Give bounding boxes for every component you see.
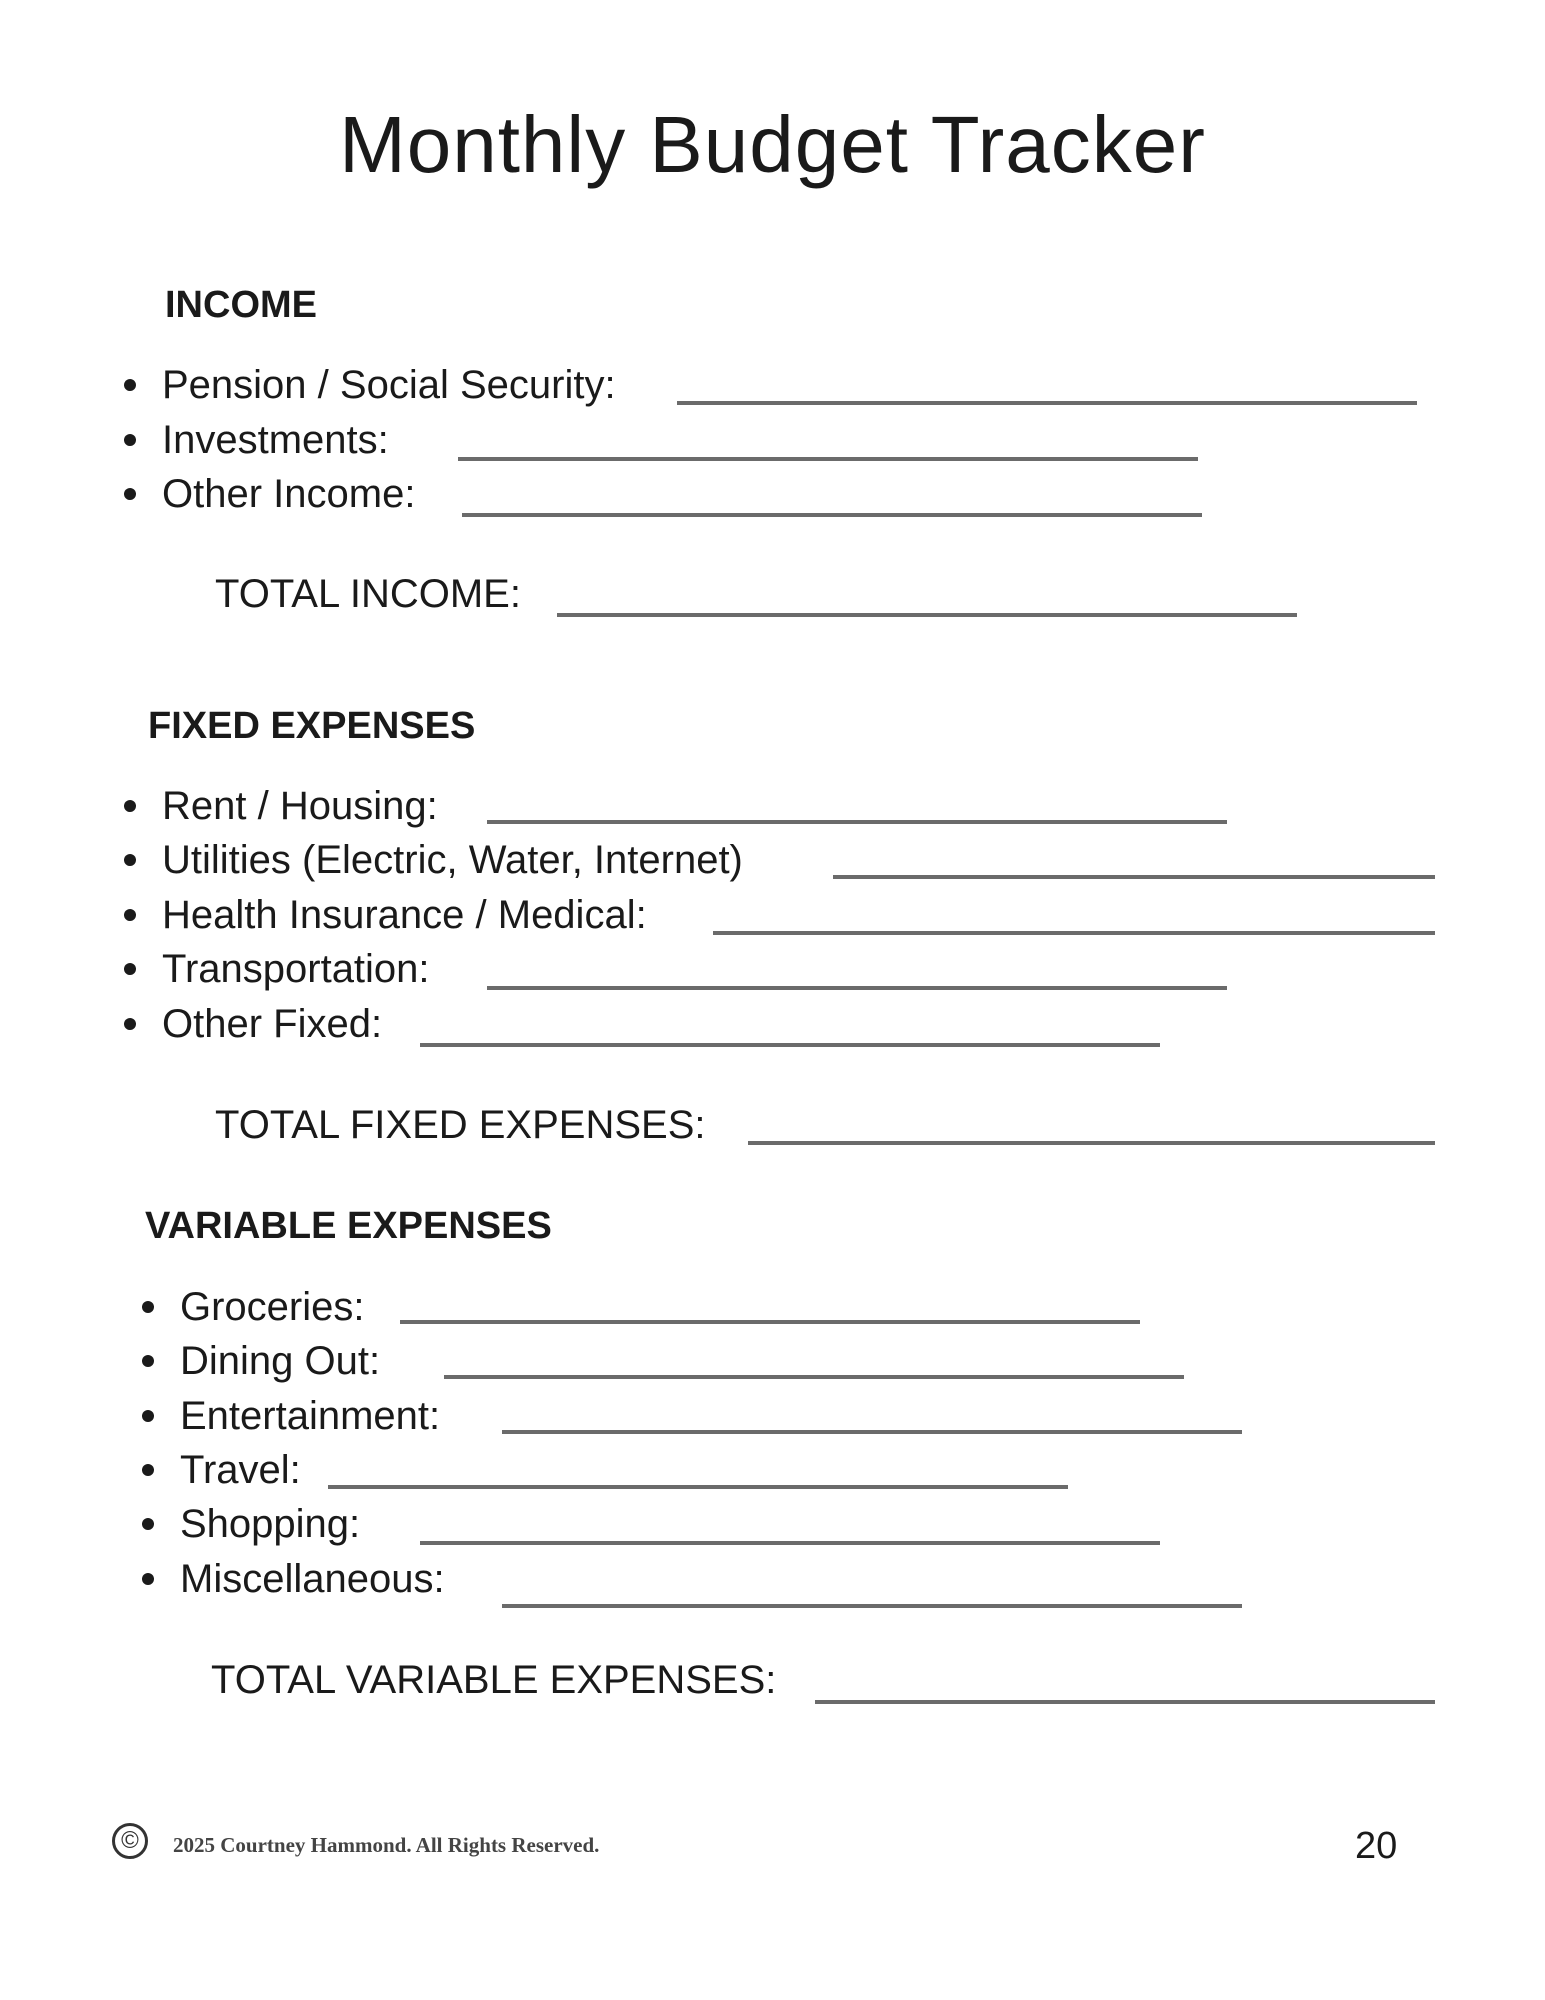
bullet-icon — [124, 854, 136, 866]
total-income-label: TOTAL INCOME: — [215, 572, 521, 616]
income-item-label: Investments: — [162, 418, 389, 462]
fixed-item-other — [120, 1001, 1440, 1047]
fixed-item-label: Other Fixed: — [162, 1002, 383, 1046]
utilities-entry-line[interactable] — [833, 875, 1435, 879]
bullet-icon — [124, 909, 136, 921]
bullet-icon — [124, 488, 136, 500]
total-variable-label: TOTAL VARIABLE EXPENSES: — [211, 1658, 777, 1702]
bullet-icon — [124, 800, 136, 812]
page-title: Monthly Budget Tracker — [339, 100, 1206, 189]
rent-entry-line[interactable] — [487, 820, 1227, 824]
other-fixed-entry-line[interactable] — [420, 1043, 1160, 1047]
bullet-icon — [124, 963, 136, 975]
income-heading: INCOME — [165, 284, 317, 326]
miscellaneous-entry-line[interactable] — [502, 1604, 1242, 1608]
dining-entry-line[interactable] — [444, 1375, 1184, 1379]
page-number: 20 — [1355, 1825, 1398, 1867]
bullet-icon — [142, 1518, 154, 1530]
bullet-icon — [142, 1355, 154, 1367]
total-variable-entry-line[interactable] — [815, 1700, 1435, 1704]
bullet-icon — [142, 1410, 154, 1422]
shopping-entry-line[interactable] — [420, 1541, 1160, 1545]
copyright-icon: © — [112, 1823, 148, 1859]
variable-expenses-heading: VARIABLE EXPENSES — [145, 1205, 552, 1247]
bullet-icon — [124, 1018, 136, 1030]
variable-item-label: Groceries: — [180, 1285, 365, 1329]
variable-item-label: Shopping: — [180, 1502, 361, 1546]
total-fixed-entry-line[interactable] — [748, 1141, 1435, 1145]
groceries-entry-line[interactable] — [400, 1320, 1140, 1324]
income-item-other — [120, 471, 1420, 517]
variable-item-label: Dining Out: — [180, 1339, 381, 1383]
bullet-icon — [142, 1301, 154, 1313]
health-entry-line[interactable] — [713, 931, 1435, 935]
fixed-item-label: Rent / Housing: — [162, 784, 438, 828]
fixed-item-label: Health Insurance / Medical: — [162, 893, 647, 937]
total-fixed-label: TOTAL FIXED EXPENSES: — [215, 1103, 706, 1147]
entertainment-entry-line[interactable] — [502, 1430, 1242, 1434]
travel-entry-line[interactable] — [328, 1485, 1068, 1489]
transportation-entry-line[interactable] — [487, 986, 1227, 990]
other-income-entry-line[interactable] — [462, 513, 1202, 517]
income-item-label: Pension / Social Security: — [162, 363, 616, 407]
variable-item-label: Travel: — [180, 1448, 301, 1492]
variable-item-label: Miscellaneous: — [180, 1557, 445, 1601]
bullet-icon — [142, 1464, 154, 1476]
fixed-item-label: Transportation: — [162, 947, 430, 991]
copyright-text: 2025 Courtney Hammond. All Rights Reserved. — [173, 1833, 600, 1857]
variable-item-miscellaneous — [138, 1556, 1438, 1602]
fixed-item-label: Utilities (Electric, Water, Internet) — [162, 838, 743, 882]
fixed-expenses-heading: FIXED EXPENSES — [148, 705, 476, 747]
pension-entry-line[interactable] — [677, 401, 1417, 405]
variable-item-label: Entertainment: — [180, 1394, 441, 1438]
total-income-entry-line[interactable] — [557, 613, 1297, 617]
bullet-icon — [142, 1573, 154, 1585]
investments-entry-line[interactable] — [458, 457, 1198, 461]
income-item-label: Other Income: — [162, 472, 416, 516]
bullet-icon — [124, 434, 136, 446]
bullet-icon — [124, 379, 136, 391]
